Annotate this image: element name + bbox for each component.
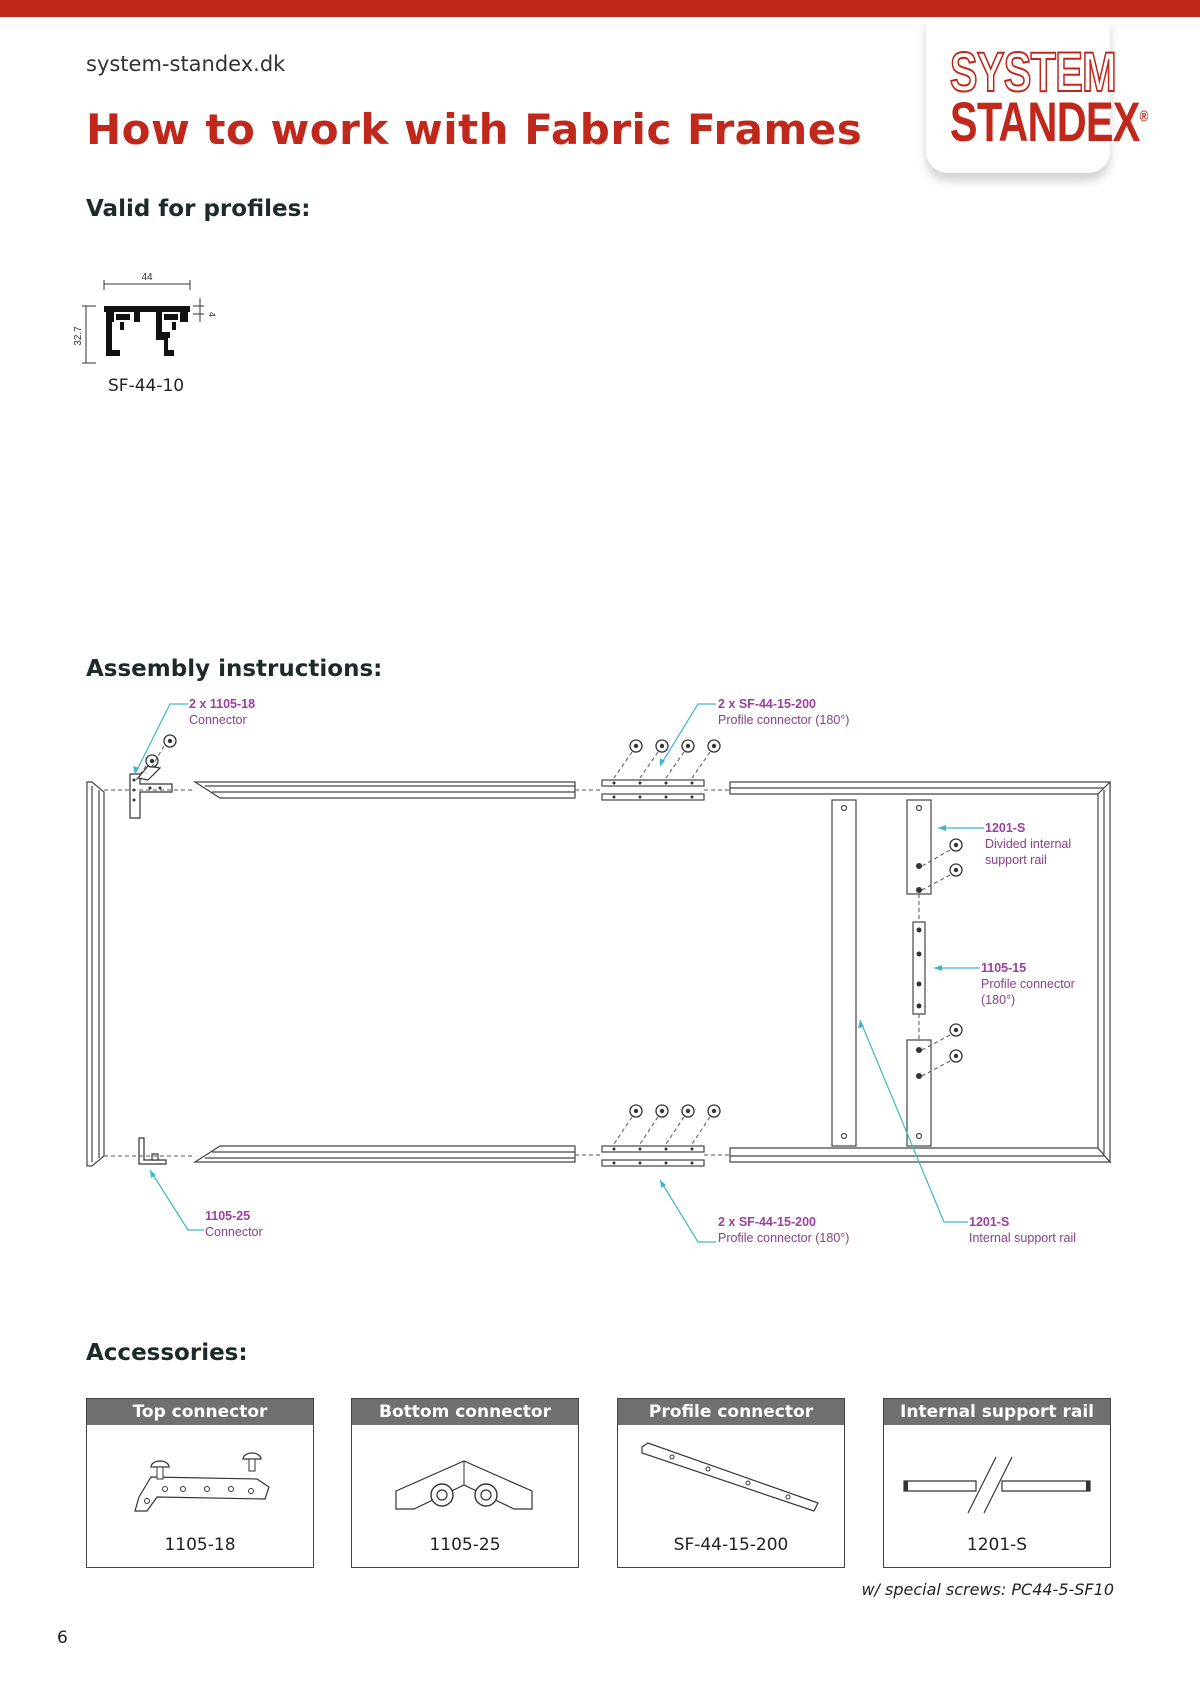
profiles-heading: Valid for profiles: — [86, 196, 311, 222]
callout-top-left-code: 2 x 1105-18 — [189, 697, 256, 711]
frame-bottom-left-profile — [195, 1146, 575, 1162]
dim-width-label: 44 — [141, 272, 153, 283]
profile-name: SF-44-10 — [108, 376, 185, 396]
callout-bottom-left-desc: Connector — [205, 1225, 263, 1239]
callout-right-upper-desc1: Divided internal — [985, 837, 1072, 851]
frame-top-left-profile — [195, 782, 575, 798]
divided-rail-upper — [907, 800, 931, 894]
assembly-heading: Assembly instructions: — [86, 656, 383, 682]
callout-top-mid-desc: Profile connector (180°) — [718, 713, 850, 727]
page-number: 6 — [57, 1628, 68, 1648]
internal-support-rail — [832, 800, 856, 1146]
frame-top-right-profile — [730, 782, 1110, 796]
divided-rail-lower — [907, 1040, 931, 1146]
accessory-title: Bottom connector — [352, 1399, 578, 1425]
accessory-card-profile-connector — [617, 1398, 845, 1568]
frame-left-profile — [87, 782, 104, 1166]
callout-bottom-mid-desc: Profile connector (180°) — [718, 1231, 850, 1245]
profile-connector-top-b — [602, 794, 704, 800]
accessory-code: 1105-18 — [164, 1535, 236, 1555]
accessory-card-bottom-connector — [351, 1398, 579, 1568]
bottom-connector-illustration — [352, 1427, 578, 1527]
callout-right-upper-code: 1201-S — [985, 821, 1026, 835]
internal-support-rail-illustration — [884, 1427, 1110, 1527]
dim-height-label: 32.7 — [73, 326, 84, 346]
top-connector-illustration — [87, 1427, 313, 1527]
brand-logo-line1: SYSTEM — [949, 40, 1116, 103]
accessories-note: w/ special screws: PC44-5-SF10 — [861, 1580, 1114, 1599]
callout-right-mid-code: 1105-15 — [981, 961, 1027, 975]
callout-right-mid-desc1: Profile connector — [981, 977, 1075, 991]
dim-lip-label: 4 — [207, 312, 217, 318]
callout-top-left-desc: Connector — [189, 713, 247, 727]
accessory-title: Profile connector (180°) — [618, 1399, 844, 1425]
website-url: system-standex.dk — [86, 52, 286, 76]
assembly-guide-lines — [104, 746, 950, 1156]
bottom-corner-connector — [139, 1138, 166, 1164]
profile-connector-bottom-a — [602, 1146, 704, 1152]
profile-connector-top-a — [602, 780, 704, 786]
callout-bottom-left-code: 1105-25 — [205, 1209, 251, 1223]
profile-cross-section-drawing — [72, 270, 222, 370]
accessory-code: 1201-S — [966, 1535, 1028, 1555]
accessory-title: Top connector — [87, 1399, 313, 1425]
brand-logo-line2: STANDEX® — [949, 90, 1148, 153]
accessory-code: 1105-25 — [429, 1535, 501, 1555]
accessory-card-top-connector — [86, 1398, 314, 1568]
profile-connector-illustration — [618, 1427, 844, 1527]
callout-bottom-mid-code: 2 x SF-44-15-200 — [718, 1215, 816, 1229]
accessory-card-internal-support-rail — [883, 1398, 1111, 1568]
top-corner-connector — [130, 766, 172, 818]
accessory-code: SF-44-15-200 — [673, 1535, 789, 1555]
brand-logo — [926, 17, 1148, 173]
callout-top-mid-code: 2 x SF-44-15-200 — [718, 697, 816, 711]
accessories-heading: Accessories: — [86, 1340, 248, 1366]
profile-connector-bottom-b — [602, 1160, 704, 1166]
frame-bottom-right-profile — [730, 1148, 1110, 1162]
assembly-diagram — [0, 690, 1200, 1260]
divided-rail-connector — [913, 922, 925, 1014]
accessory-title: Internal support rail — [884, 1399, 1110, 1425]
page-title: How to work with Fabric Frames — [86, 105, 863, 154]
top-accent-bar — [0, 0, 1200, 17]
callout-right-upper-desc2: support rail — [985, 853, 1047, 867]
callout-bottom-right-code: 1201-S — [969, 1215, 1010, 1229]
callout-bottom-right-desc: Internal support rail — [969, 1231, 1077, 1245]
callout-right-mid-desc2: (180°) — [981, 993, 1016, 1007]
